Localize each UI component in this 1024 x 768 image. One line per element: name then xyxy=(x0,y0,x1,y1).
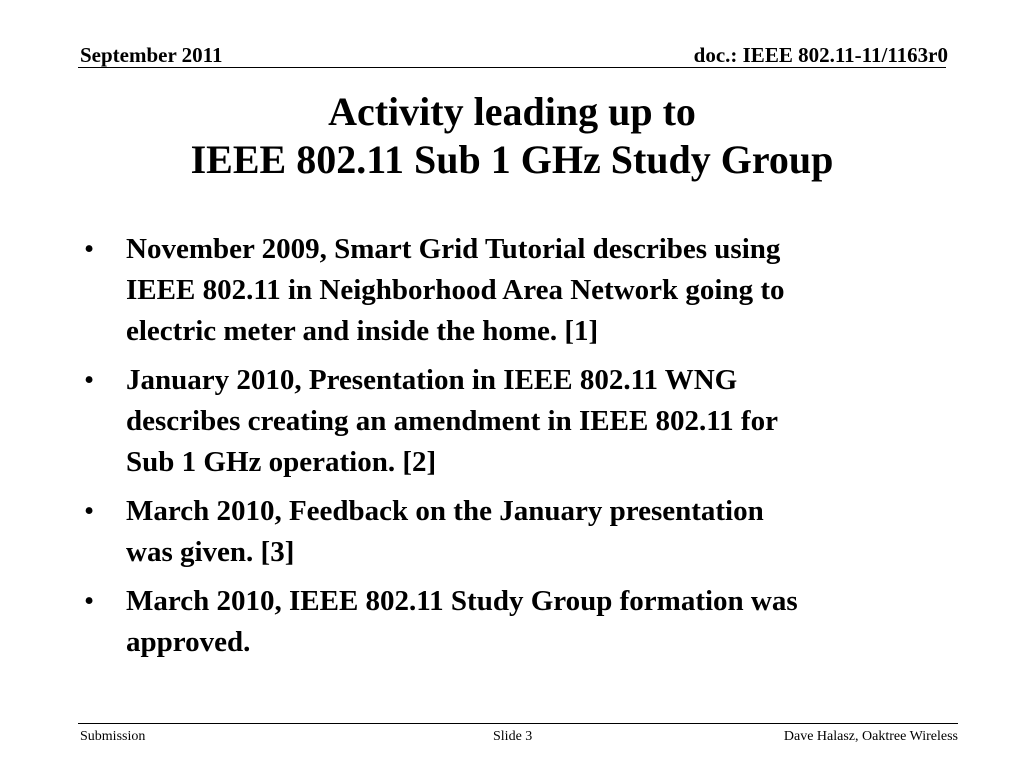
slide-title xyxy=(80,88,944,184)
slide-title-line-1: Activity leading up to xyxy=(328,89,696,134)
header-doc-id: doc.: IEEE 802.11-11/1163r0 xyxy=(693,43,948,67)
bullet-line: March 2010, IEEE 802.11 Study Group formation was xyxy=(126,585,798,617)
footer-slide-number: Slide 3 xyxy=(493,729,533,744)
bullet-item xyxy=(84,360,944,483)
bullet-marker: • xyxy=(84,233,95,265)
bullet-marker: • xyxy=(84,495,95,527)
bullet-marker: • xyxy=(84,585,95,617)
bullet-line: IEEE 802.11 in Neighborhood Area Network going to xyxy=(126,274,785,306)
bullet-item xyxy=(84,229,944,352)
bullet-line: January 2010, Presentation in IEEE 802.11 WNG xyxy=(126,364,738,396)
header-date: September 2011 xyxy=(80,43,223,67)
bullet-item xyxy=(84,491,944,573)
bullet-item xyxy=(84,581,944,663)
footer-divider xyxy=(78,723,958,724)
bullet-list xyxy=(84,229,944,671)
bullet-line: was given. [3] xyxy=(126,536,295,568)
slide-title-line-2: IEEE 802.11 Sub 1 GHz Study Group xyxy=(190,137,834,182)
bullet-line: describes creating an amendment in IEEE 802.11 for xyxy=(126,405,778,437)
footer-submission: Submission xyxy=(80,729,146,744)
bullet-marker: • xyxy=(84,364,95,396)
bullet-line: Sub 1 GHz operation. [2] xyxy=(126,446,437,478)
header-divider xyxy=(78,67,946,68)
footer-author: Dave Halasz, Oaktree Wireless xyxy=(783,729,958,744)
bullet-line: electric meter and inside the home. [1] xyxy=(126,315,599,347)
bullet-line: March 2010, Feedback on the January presentation xyxy=(126,495,764,527)
bullet-line: approved. xyxy=(126,626,251,658)
bullet-line: November 2009, Smart Grid Tutorial describes using xyxy=(126,233,781,265)
